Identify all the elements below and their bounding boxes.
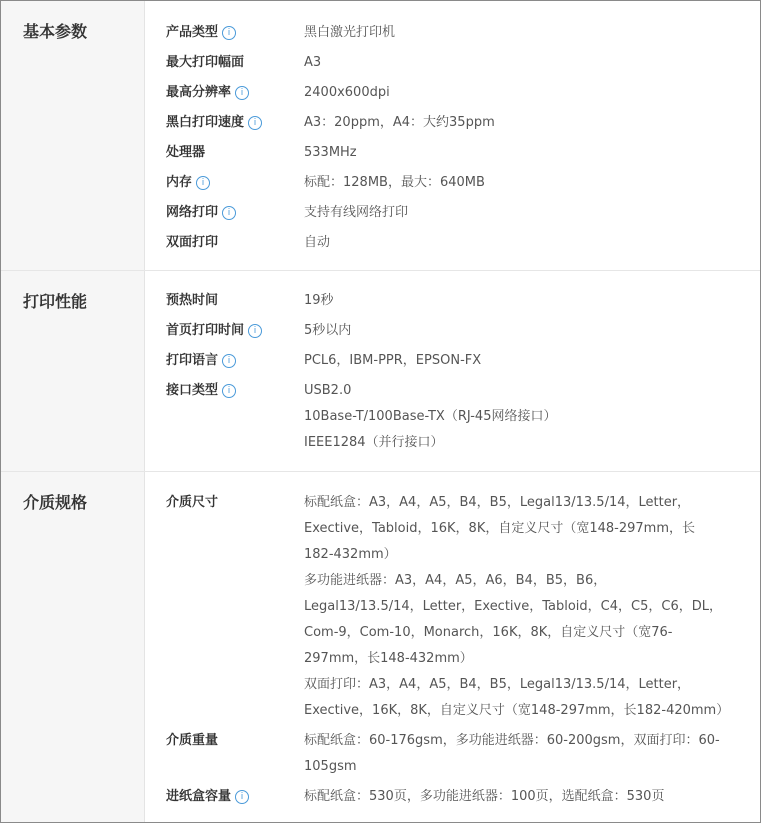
spec-label: 内存 i [166, 173, 210, 193]
section-basic-params [1, 1, 760, 271]
info-icon[interactable]: i [235, 86, 249, 100]
spec-value: 标配纸盒：530页，多功能进纸器：100页，选配纸盒：530页 [304, 789, 665, 804]
spec-value: 支持有线网络打印 [304, 205, 409, 220]
spec-label: 介质重量 [166, 733, 219, 748]
info-icon[interactable]: i [196, 176, 210, 190]
spec-value: A3 [304, 55, 322, 70]
spec-label: 最高分辨率 i [166, 83, 249, 103]
spec-label: 黑白打印速度 i [166, 113, 262, 133]
spec-label: 最大打印幅面 [166, 55, 245, 70]
spec-label: 处理器 [166, 145, 206, 160]
spec-label: 双面打印 [166, 235, 219, 250]
spec-label: 介质尺寸 [166, 495, 219, 510]
section-title: 基本参数 [23, 22, 88, 41]
spec-label: 产品类型 i [166, 23, 236, 43]
info-icon[interactable]: i [222, 206, 236, 220]
spec-value: 黑白激光打印机 [304, 25, 396, 40]
spec-value: 5秒以内 [304, 323, 352, 338]
spec-label: 进纸盒容量 i [166, 787, 249, 807]
spec-value: 标配纸盒：60-176gsm，多功能进纸器：60-200gsm，双面打印：60- 105gsm [304, 733, 720, 774]
info-icon[interactable]: i [248, 116, 262, 130]
spec-label: 接口类型 i [166, 381, 236, 401]
spec-label: 打印语言 i [166, 351, 236, 371]
spec-value: 2400x600dpi [304, 85, 390, 100]
section-title: 介质规格 [23, 493, 88, 512]
spec-value: 19秒 [304, 293, 334, 308]
spec-value: PCL6，IBM-PPR，EPSON-FX [304, 353, 482, 368]
spec-value: A3：20ppm，A4：大约35ppm [304, 115, 495, 130]
spec-label: 网络打印 i [166, 203, 236, 223]
spec-value: 自动 [304, 235, 331, 250]
info-icon[interactable]: i [222, 26, 236, 40]
spec-value: 标配：128MB，最大：640MB [304, 175, 485, 190]
section-sidebar [1, 472, 145, 823]
spec-value: USB2.0 10Base-T/100Base-TX（RJ-45网络接口） IEEE1284（并行接口） [304, 383, 557, 450]
section-media-spec [1, 472, 760, 823]
info-icon[interactable]: i [248, 324, 262, 338]
section-title: 打印性能 [23, 292, 88, 311]
spec-label: 预热时间 [166, 293, 219, 308]
info-icon[interactable]: i [222, 354, 236, 368]
spec-label: 首页打印时间 i [166, 321, 262, 341]
info-icon[interactable]: i [222, 384, 236, 398]
spec-value: 533MHz [304, 145, 357, 160]
info-icon[interactable]: i [235, 790, 249, 804]
section-print-performance [1, 271, 760, 472]
spec-value: 标配纸盒：A3，A4，A5，B4，B5，Legal13/13.5/14，Letter， Exective，Tabloid，16K，8K，自定义尺寸（宽148-297mm，长 182-432mm） 多功能进纸器：A3，A4，A5，A6，B4，B5，B6， Legal13/13.5/14，Letter，Exective，Tabloid，C4，C5，C6，DL， Com-9，Com-10，Monarch，16K，8K，自定义尺寸（宽76- 297mm，长148-432mm） 双面打印：A3，A4，A5，B4，B5，Legal13/13.5/14，Letter， Exective，16K，8K，自定义尺寸（宽148-297mm，长182-420mm） [304, 495, 730, 718]
